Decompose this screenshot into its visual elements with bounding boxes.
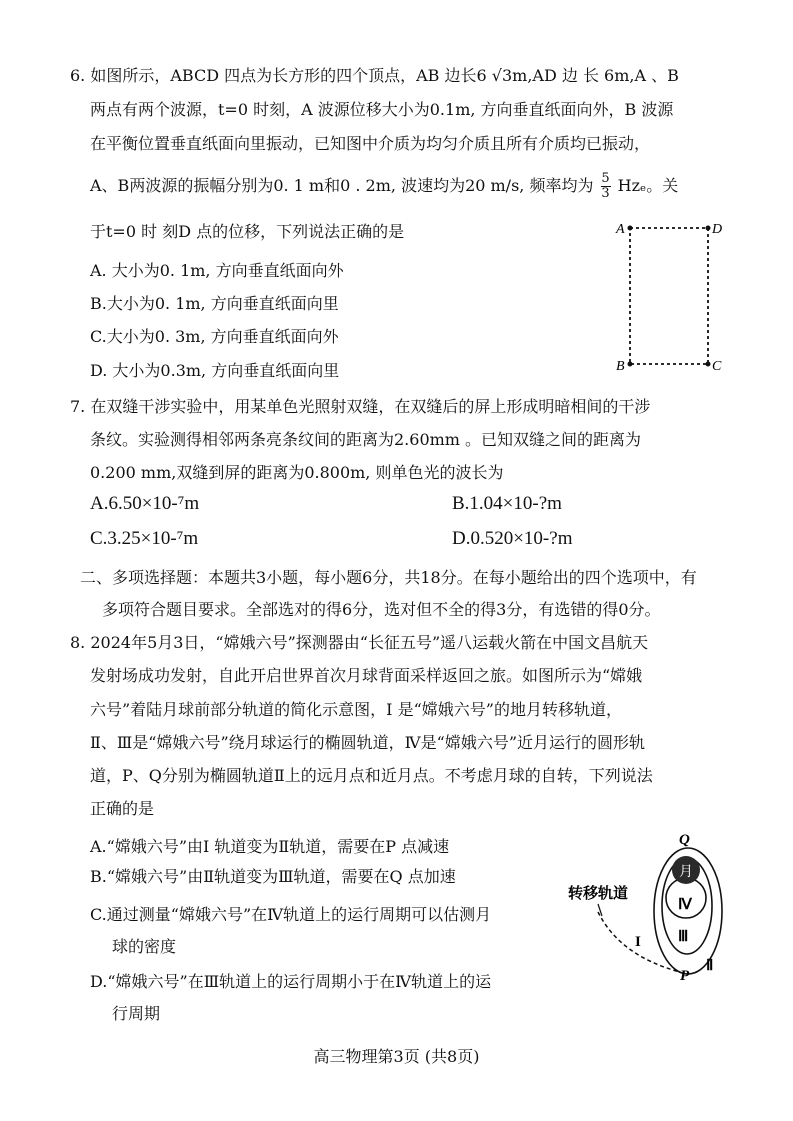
q7-line-2: 条纹。实验测得相邻两条亮条纹间的距离为2.60mm 。已知双缝之间的距离为 [90, 430, 642, 449]
rectangle-outline [630, 228, 708, 364]
q8-option-c-line-2: 球的密度 [112, 937, 177, 956]
vertex-c-dot [706, 362, 711, 367]
q6-line-4-unit: Hzₑ。关 [617, 176, 679, 195]
q7-option-a: A.6.50×10-⁷m [90, 493, 200, 514]
transfer-orbit-label: 转移轨道 [568, 886, 629, 902]
label-c: C [712, 359, 722, 374]
p-label: P [680, 968, 690, 984]
q7-line-1: 7. 在双缝干涉实验中，用某单色光照射双缝，在双缝后的屏上形成明暗相间的干涉 [70, 397, 651, 416]
fraction-numerator: 5 [601, 171, 610, 186]
q6-line-3: 在平衡位置垂直纸面向里振动，已知图中介质为均匀介质且所有介质均已振动， [90, 134, 651, 153]
q7-option-b: B.1.04×10-?m [452, 493, 562, 514]
label-b: B [616, 359, 625, 374]
q8-option-a: A.“嫦娥六号”由I 轨道变为Ⅱ轨道，需要在P 点减速 [90, 837, 450, 856]
q8-option-b: B.“嫦娥六号”由Ⅱ轨道变为Ⅲ轨道，需要在Q 点加速 [90, 867, 456, 886]
page-footer: 高三物理第3页 (共8页) [313, 1047, 480, 1066]
q6-line-1: 6. 如图所示，ABCD 四点为长方形的四个顶点，AB 边长6 √3m,AD 边 长 6m,A 、B [70, 66, 679, 85]
label-a: A [616, 222, 625, 237]
orbit-figure [560, 826, 740, 986]
q8-option-d-line-2: 行周期 [112, 1004, 161, 1023]
q8-option-c-line-1: C.通过测量“嫦娥六号”在Ⅳ轨道上的运行周期可以估测月 [90, 905, 492, 924]
section-2-heading-line-2: 多项符合题目要求。全部选对的得6分，选对但不全的得3分，有选错的得0分。 [102, 600, 661, 619]
rectangle-figure [610, 218, 730, 378]
q8-line-4: Ⅱ、Ⅲ是“嫦娥六号”绕月球运行的椭圆轨道，Ⅳ是“嫦娥六号”近月运行的圆形轨 [90, 733, 646, 752]
q6-option-d: D. 大小为0.3m, 方向垂直纸面向里 [90, 361, 340, 380]
vertex-d-dot [706, 226, 711, 231]
label-d: D [712, 222, 723, 237]
q6-option-a: A. 大小为0. 1m, 方向垂直纸面向外 [90, 261, 344, 280]
moon-label: 月 [679, 865, 693, 880]
q8-line-1: 8. 2024年5月3日，“嫦娥六号”探测器由“长征五号”遥八运载火箭在中国文昌航天 [70, 633, 649, 652]
q7-option-d: D.0.520×10-?m [452, 528, 573, 549]
vertex-a-dot [628, 226, 633, 231]
orbit-ii-label: Ⅱ [706, 958, 714, 974]
orbit-iii-label: Ⅲ [678, 929, 689, 945]
q8-line-2: 发射场成功发射，自此开启世界首次月球背面采样返回之旅。如图所示为“嫦娥 [90, 666, 643, 685]
q-label: Q [679, 832, 690, 848]
q8-option-d-line-1: D.“嫦娥六号”在Ⅲ轨道上的运行周期小于在Ⅳ轨道上的运 [90, 972, 492, 991]
orbit-iv-label: Ⅳ [678, 897, 692, 913]
frequency-fraction [601, 172, 611, 201]
fraction-denominator: 3 [601, 186, 610, 201]
q7-option-c: C.3.25×10-⁷m [90, 528, 199, 549]
q6-option-b: B.大小为0. 1m, 方向垂直纸面向里 [90, 294, 339, 313]
vertex-b-dot [628, 362, 633, 367]
q6-line-4-text: A、B两波源的振幅分别为0. 1 m和0 . 2m, 波速均为20 m/s, 频率均为 [90, 176, 594, 195]
q8-line-3: 六号”着陆月球前部分轨道的简化示意图，I 是“嫦娥六号”的地月转移轨道， [90, 700, 622, 719]
q8-line-6: 正确的是 [90, 799, 155, 818]
q8-line-5: 道，P、Q分别为椭圆轨道Ⅱ上的远月点和近月点。不考虑月球的自转，下列说法 [90, 766, 653, 785]
q6-line-5: 于t=0 时 刻D 点的位移，下列说法正确的是 [90, 222, 405, 241]
orbit-i-label: I [635, 934, 641, 950]
section-2-heading-line-1: 二、多项选择题：本题共3小题，每小题6分，共18分。在每小题给出的四个选项中，有 [80, 568, 697, 587]
q7-line-3: 0.200 mm,双缝到屏的距离为0.800m, 则单色光的波长为 [90, 463, 504, 482]
q6-line-2: 两点有两个波源，t=0 时刻，A 波源位移大小为0.1m, 方向垂直纸面向外，B 波源 [90, 100, 674, 119]
q6-line-4 [90, 172, 678, 201]
q6-option-c: C.大小为0. 3m, 方向垂直纸面向外 [90, 327, 339, 346]
